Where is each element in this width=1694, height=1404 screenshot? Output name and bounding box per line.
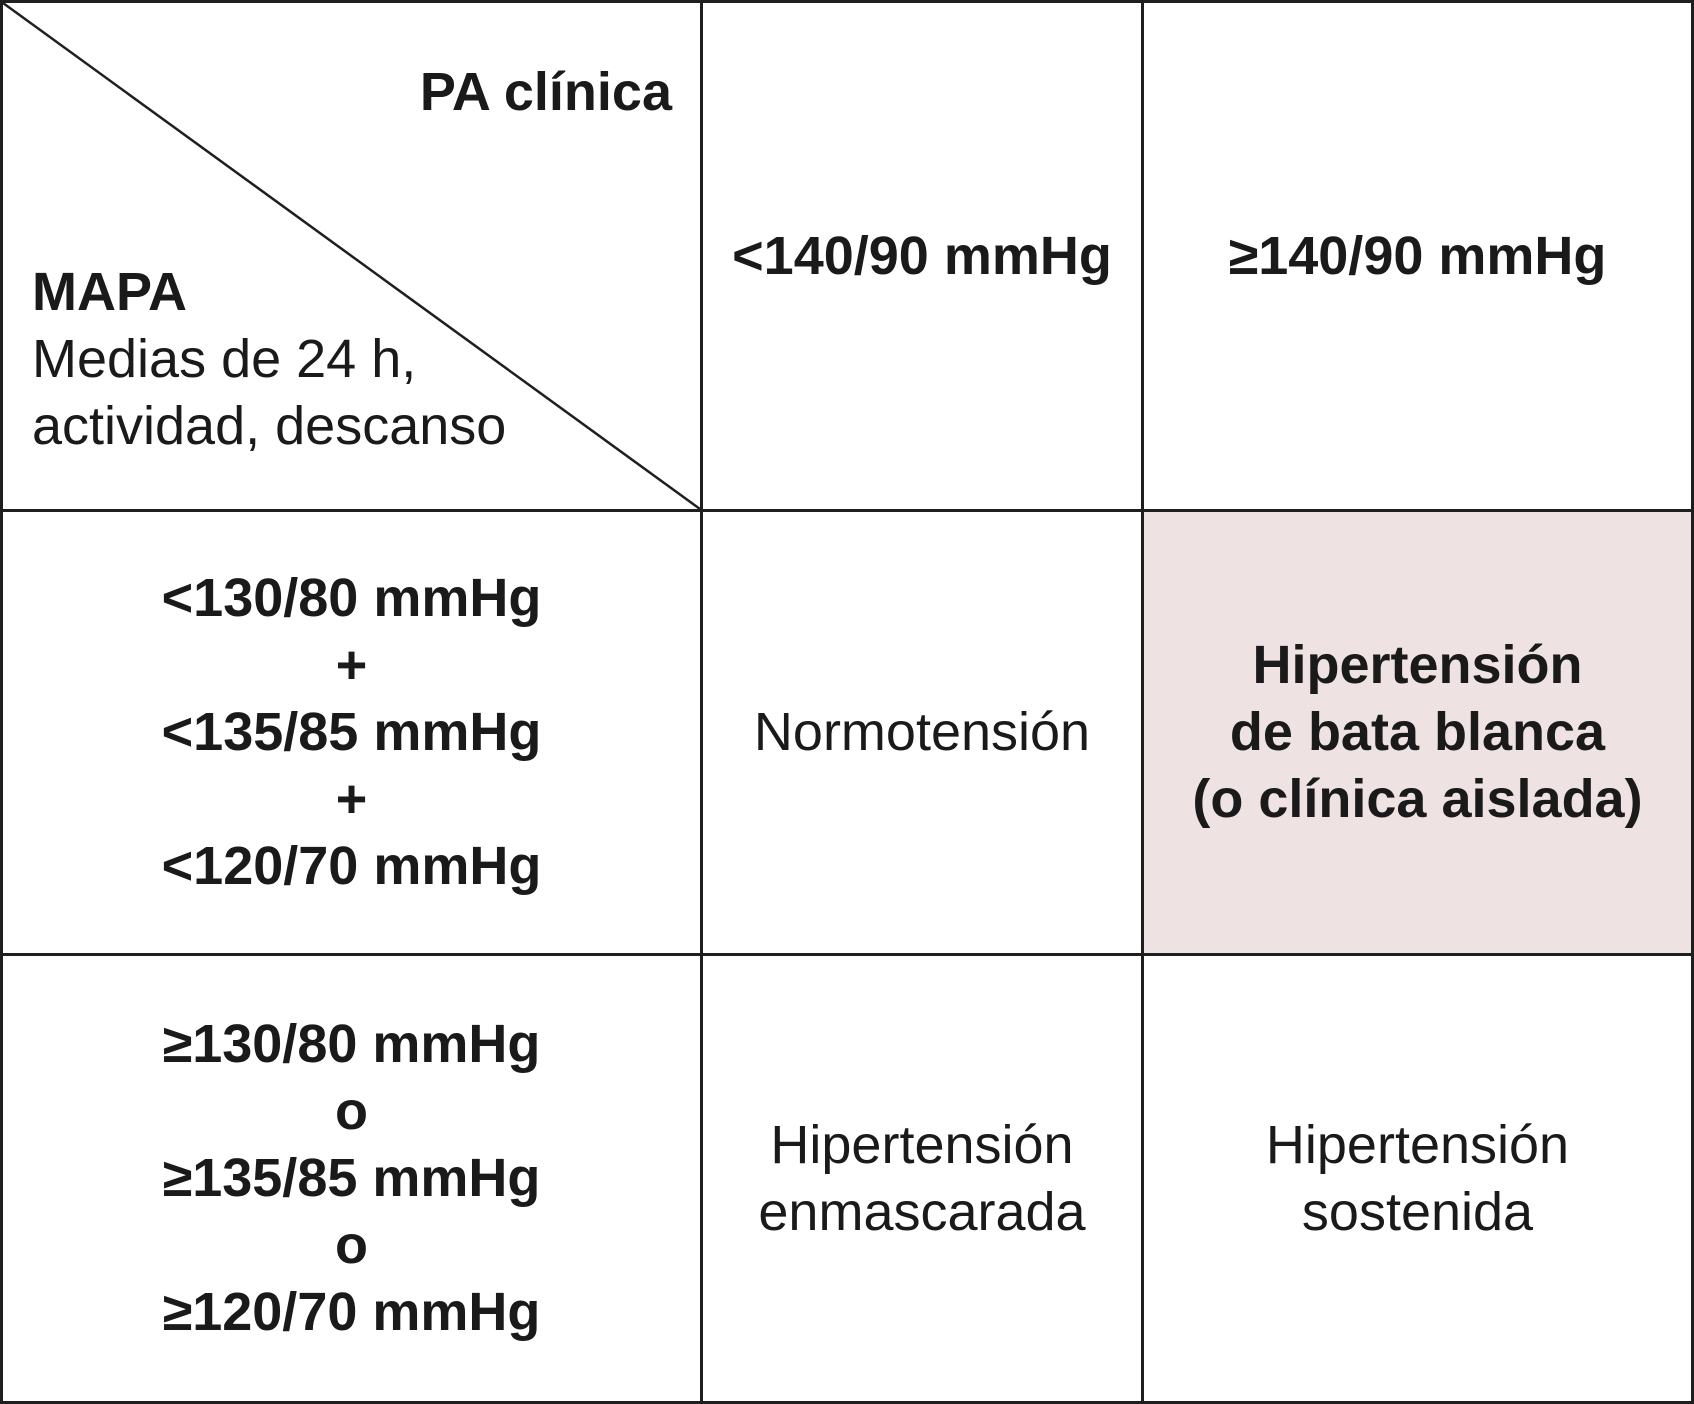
row-axis-subline: Medias de 24 h,	[32, 329, 417, 389]
column-axis-label: PA clínica	[419, 62, 672, 122]
row-header-line: <130/80 mmHg	[161, 568, 542, 628]
row-header-line: ≥135/85 mmHg	[162, 1148, 541, 1208]
row-header-line: ≥120/70 mmHg	[162, 1282, 541, 1342]
row-axis-block	[32, 259, 506, 460]
column-header-above-140-90	[1144, 3, 1691, 512]
cell-masked-hypertension	[703, 956, 1144, 1401]
cell-white-coat-hypertension	[1144, 512, 1691, 956]
cell-line: enmascarada	[758, 1181, 1086, 1242]
cell-line: Hipertensión	[1265, 1114, 1570, 1175]
row-header-line: <135/85 mmHg	[161, 702, 542, 762]
cell-sustained-hypertension	[1144, 956, 1691, 1401]
cell-line: Hipertensión	[770, 1114, 1074, 1175]
cell-line: Normotensión	[753, 702, 1091, 762]
row-header-line: +	[335, 635, 368, 695]
row-header-line: o	[335, 1215, 368, 1275]
row-header-line: <120/70 mmHg	[161, 836, 542, 896]
column-header-label: ≥140/90 mmHg	[1228, 225, 1607, 286]
row-header-line: +	[335, 769, 368, 829]
column-header-label: <140/90 mmHg	[732, 225, 1112, 286]
cell-line: Hipertensión	[1252, 635, 1583, 695]
column-header-below-140-90	[703, 3, 1144, 512]
cell-line: de bata blanca	[1229, 702, 1606, 762]
row-header-normal-mapa	[3, 512, 703, 956]
row-header-line: ≥130/80 mmHg	[162, 1014, 541, 1074]
cell-line: sostenida	[1301, 1181, 1534, 1242]
row-axis-label: MAPA	[32, 262, 187, 322]
row-axis-subline: actividad, descanso	[32, 396, 507, 456]
corner-header-cell	[3, 3, 703, 512]
cell-line: (o clínica aislada)	[1192, 769, 1643, 829]
row-header-elevated-mapa	[3, 956, 703, 1401]
row-header-line: o	[335, 1081, 368, 1141]
cell-normotension	[703, 512, 1144, 956]
